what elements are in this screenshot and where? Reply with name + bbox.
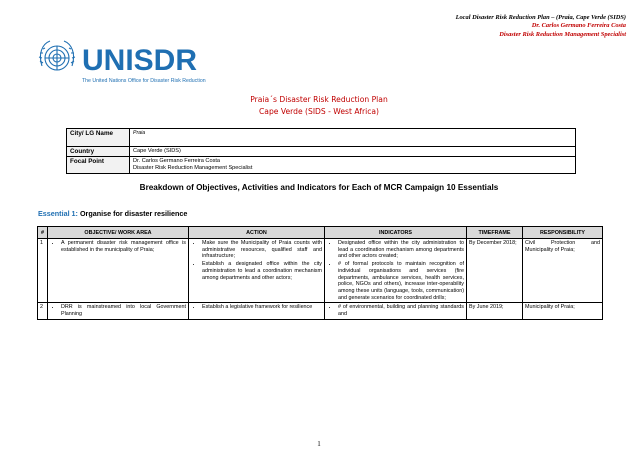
list-item: • Make sure the Municipality of Praia counts with administrative resources, qualified staff and infrastructure; xyxy=(202,240,322,260)
column-header: RESPONSIBILITY xyxy=(523,227,603,239)
objective-cell xyxy=(48,239,189,303)
header-author: Dr. Carlos Germano Ferreira Costa xyxy=(531,22,626,30)
info-row-country xyxy=(67,147,576,157)
focal-point-role: Disaster Risk Reduction Management Specialist xyxy=(133,165,253,171)
responsibility-cell: Civil Protection and Municipality of Praia; xyxy=(523,239,603,303)
header-author-title: Disaster Risk Reduction Management Specialist xyxy=(499,30,626,38)
timeframe-cell: By December 2018; xyxy=(467,239,523,303)
info-table xyxy=(66,128,576,174)
timeframe-cell: By June 2019; xyxy=(467,303,523,319)
table-row xyxy=(38,239,603,303)
info-row-focal-point xyxy=(67,157,576,174)
objective-cell xyxy=(48,303,189,319)
plan-title: Praia´s Disaster Risk Reduction Plan xyxy=(250,95,388,104)
row-number: 2 xyxy=(38,303,48,319)
un-emblem-icon xyxy=(34,36,80,82)
info-value: Cape Verde (SIDS) xyxy=(130,147,576,157)
action-cell xyxy=(189,303,325,319)
info-row-city xyxy=(67,129,576,147)
column-header: ACTION xyxy=(189,227,325,239)
header-plan-title: Local Disaster Risk Reduction Plan – (Praia, Cape Verde (SIDS) xyxy=(455,14,626,21)
list-item: • Establish a designated office within the city administration to lead a coordination mechanism among departments and other actors; xyxy=(202,261,322,281)
plan-subtitle: Cape Verde (SIDS - West Africa) xyxy=(259,107,379,116)
info-value: Praia xyxy=(130,129,576,147)
list-item: • # of formal protocols to maintain recognition of individual organisations and services (fire departments, ambulance services, health services, police, NGOs and others), increase inter-operability among these units (language, tools, communication) and generate scenarios for coordinated drills; xyxy=(338,261,464,301)
objectives-table xyxy=(37,226,603,320)
table-row xyxy=(38,303,603,319)
column-header: TIMEFRAME xyxy=(467,227,523,239)
list-item: • DRR is mainstreamed into local Government Planning xyxy=(61,304,186,317)
column-header: # xyxy=(38,227,48,239)
row-number: 1 xyxy=(38,239,48,303)
list-item: • Designated office within the city administration to lead a coordination mechanism among departments and other actors created; xyxy=(338,240,464,260)
unisdr-logo xyxy=(34,36,204,96)
info-key: City/ LG Name xyxy=(67,129,130,147)
action-cell xyxy=(189,239,325,303)
breakdown-heading: Breakdown of Objectives, Activities and Indicators for Each of MCR Campaign 10 Essentials xyxy=(139,183,499,192)
logo-wordmark: UNISDR xyxy=(82,44,198,77)
logo-subtitle: The United Nations Office for Disaster Risk Reduction xyxy=(82,78,206,84)
list-item: • A permanent disaster risk management office is established in the municipality of Praia; xyxy=(61,240,186,253)
running-header xyxy=(456,14,626,39)
list-item: • Establish a legislative framework for resilience xyxy=(202,304,322,311)
indicators-cell xyxy=(325,239,467,303)
table-header-row xyxy=(38,227,603,239)
focal-point-name: Dr. Carlos Germano Ferreira Costa xyxy=(133,158,221,164)
info-key: Focal Point xyxy=(67,157,130,174)
essential-value: Organise for disaster resilience xyxy=(79,209,188,218)
page-number: 1 xyxy=(317,440,321,448)
essential-heading xyxy=(38,209,187,218)
column-header: OBJECTIVE/ WORK AREA xyxy=(48,227,189,239)
indicators-cell xyxy=(325,303,467,319)
essential-label: Essential 1: xyxy=(38,209,78,218)
responsibility-cell: Municipality of Praia; xyxy=(523,303,603,319)
info-value xyxy=(130,157,576,174)
column-header: INDICATORS xyxy=(325,227,467,239)
list-item: • # of environmental, building and planning standards and xyxy=(338,304,464,317)
info-key: Country xyxy=(67,147,130,157)
